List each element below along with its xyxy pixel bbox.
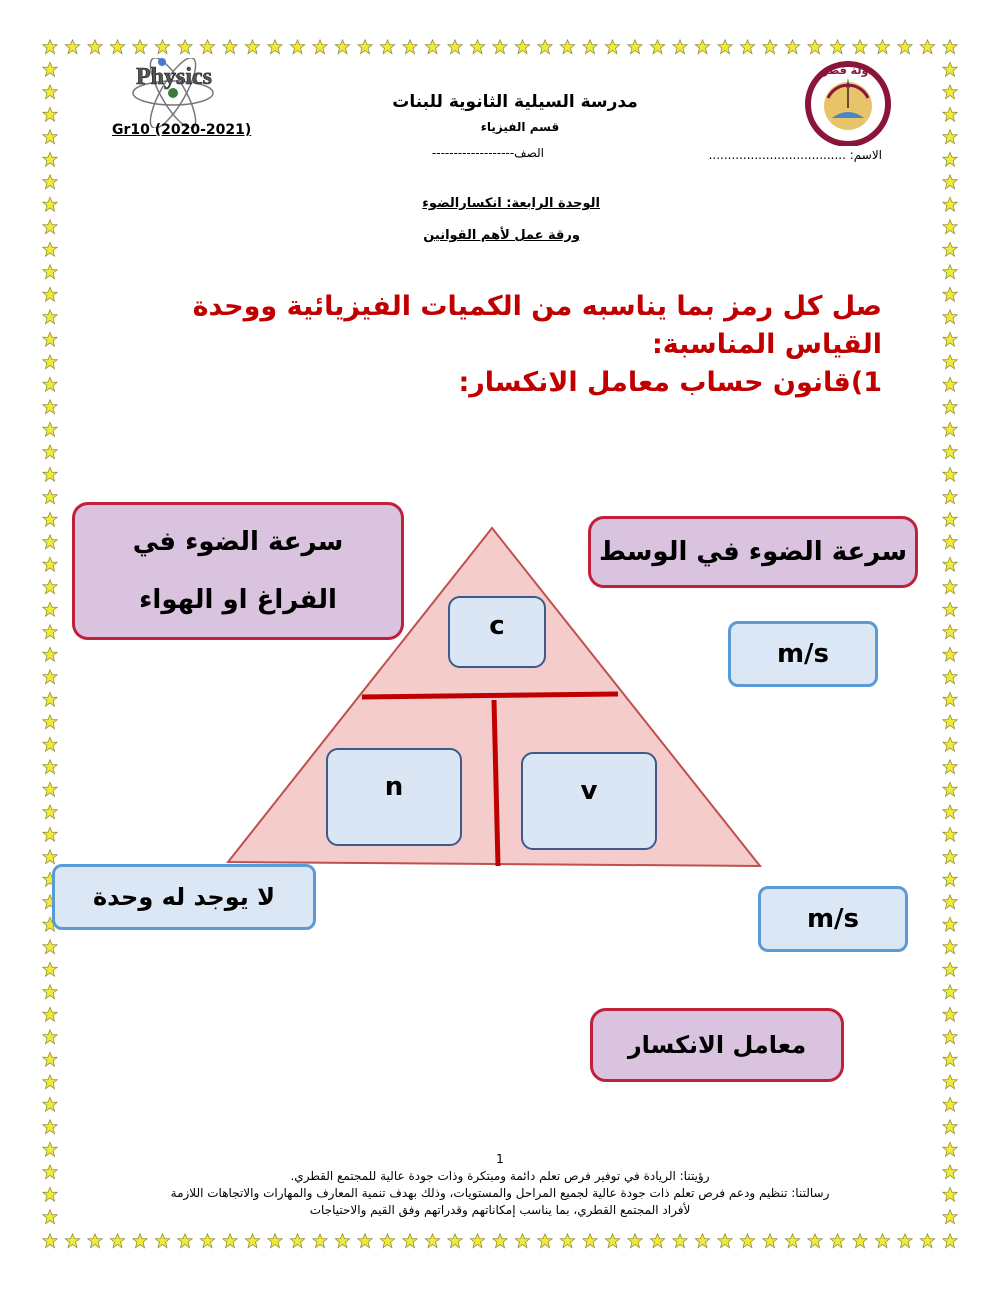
refractive-index-text: معامل الانكسار <box>627 1031 807 1059</box>
footer <box>100 1168 900 1219</box>
class-field: الصف------------------- <box>431 146 544 160</box>
symbol-v[interactable] <box>521 752 657 850</box>
physics-logo-text: Physics <box>136 64 213 90</box>
refractive-index-card[interactable] <box>590 1008 844 1082</box>
instruction-line-2: 1)قانون حساب معامل الانكسار: <box>458 367 882 398</box>
speed-vacuum-text: سرعة الضوء في الفراغ او الهواء <box>132 527 344 615</box>
footer-mission-2: لأفراد المجتمع القطري، بما يناسب إمكاناتهم وقدراتهم وفق القيم والاحتياجات <box>309 1203 691 1217</box>
speed-vacuum-card[interactable] <box>72 502 404 640</box>
unit-ms-card-1[interactable] <box>728 621 878 687</box>
unit-ms-text-2: m/s <box>806 904 860 934</box>
footer-mission-1: رسالتنا: تنظيم ودعم فرص تعلم ذات جودة عالية لجميع المراحل والمستويات، وذلك بهدف تنمية المعارف والمهارات والاتجاهات اللازمة <box>170 1186 830 1200</box>
school-name: مدرسة السيلية الثانوية للبنات <box>392 92 638 112</box>
symbol-c[interactable] <box>448 596 546 668</box>
symbol-v-text: v <box>580 776 598 806</box>
instruction-line-1: صل كل رمز بما يناسبه من الكميات الفيزيائية ووحدة القياس المناسبة: <box>192 291 882 360</box>
speed-medium-text: سرعة الضوء في الوسط <box>598 537 908 567</box>
unit-ms-text-1: m/s <box>776 639 830 669</box>
symbol-c-text: c <box>489 611 505 641</box>
no-unit-text: لا يوجد له وحدة <box>93 883 275 911</box>
worksheet-title: ورقة عمل لأهم القوانين <box>423 228 580 243</box>
symbol-n[interactable] <box>326 748 462 846</box>
name-field: الاسم: .................................... <box>708 148 882 162</box>
speed-medium-card[interactable] <box>588 516 918 588</box>
symbol-n-text: n <box>384 772 404 802</box>
department: قسم الفيزياء <box>480 120 560 134</box>
unit-title: الوحدة الرابعة: انكسارالضوء <box>422 196 600 211</box>
grade-label: Gr10 (2020-2021) <box>112 122 252 138</box>
footer-vision: رؤيتنا: الريادة في توفير فرص تعلم دائمة ومبتكرة وذات جودة عالية للمجتمع القطري. <box>290 1169 710 1183</box>
ministry-logo-text: دولة قطر <box>822 64 874 77</box>
unit-ms-card-2[interactable] <box>758 886 908 952</box>
no-unit-card[interactable] <box>52 864 316 930</box>
page-number: 1 <box>496 1152 504 1166</box>
